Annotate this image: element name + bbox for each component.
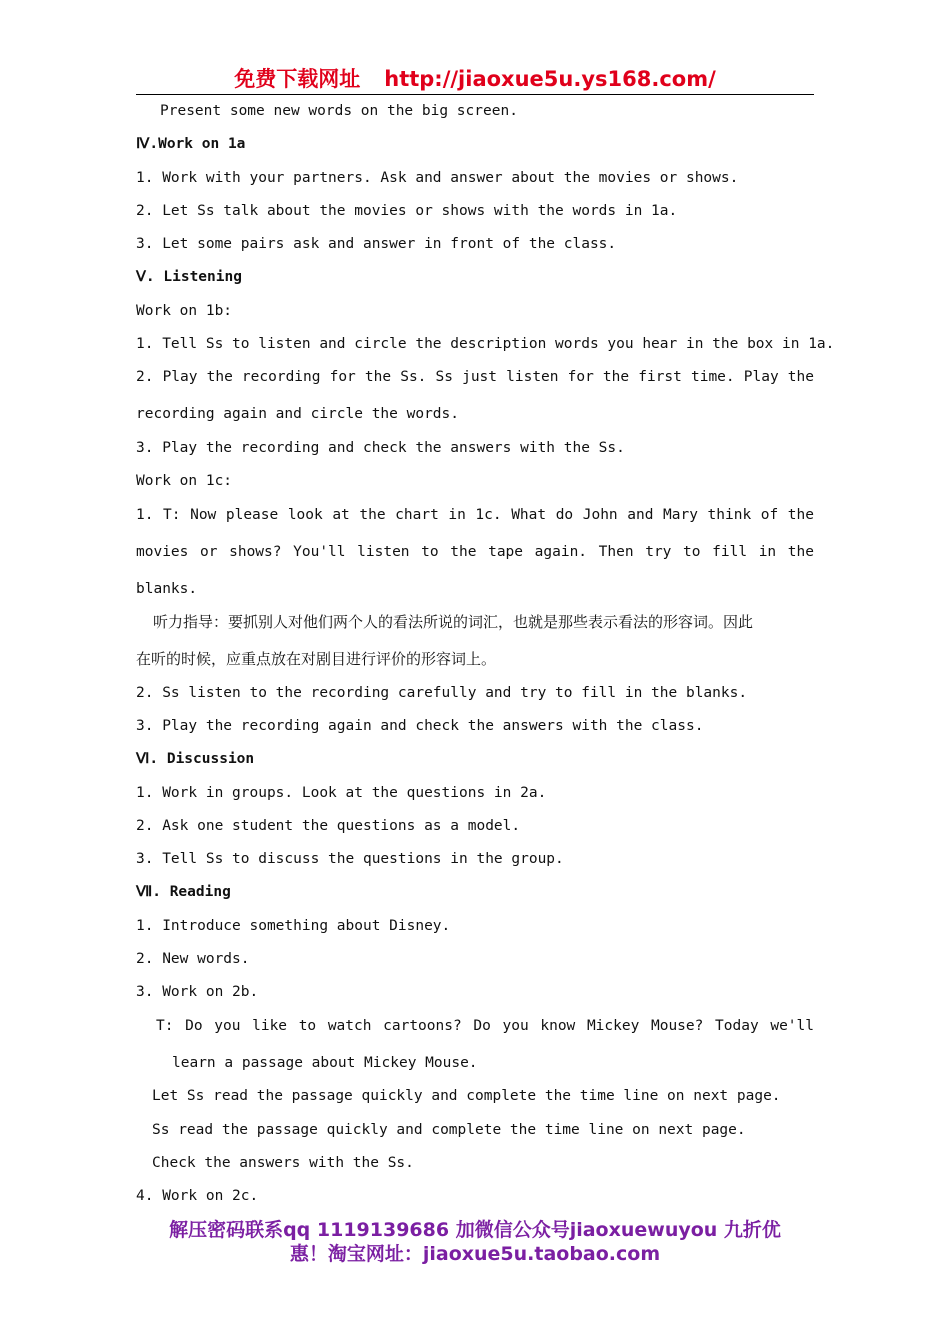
- list-item-continuation: movies or shows? You'll listen to the tape again. Then try to fill in the: [136, 544, 814, 560]
- section-heading-6: Ⅵ. Discussion: [136, 751, 255, 767]
- footer-line-1: 解压密码联系qq 1119139686 加微信公众号jiaoxuewuyou 九折优: [169, 1219, 781, 1241]
- list-item: 1. Introduce something about Disney.: [136, 918, 451, 934]
- list-item: 1. Work with your partners. Ask and answer about the movies or shows.: [136, 170, 739, 186]
- step-line: Let Ss read the passage quickly and complete the time line on next page.: [152, 1088, 781, 1104]
- header-label: 免费下载网址: [234, 67, 361, 91]
- page-header: [136, 64, 814, 95]
- list-item: 3. Let some pairs ask and answer in front of the class.: [136, 236, 617, 252]
- list-item: 3. Play the recording and check the answers with the Ss.: [136, 440, 625, 456]
- step-line: Ss read the passage quickly and complete the time line on next page.: [152, 1122, 746, 1138]
- page-footer: [100, 1218, 850, 1266]
- list-item: 3. Tell Ss to discuss the questions in the group.: [136, 851, 564, 867]
- teacher-prompt-continuation: learn a passage about Mickey Mouse.: [172, 1055, 478, 1071]
- list-item: 4. Work on 2c.: [136, 1188, 259, 1204]
- list-item: 2. Ss listen to the recording carefully and try to fill in the blanks.: [136, 685, 748, 701]
- list-item: 1. Work in groups. Look at the questions in 2a.: [136, 785, 547, 801]
- subheading-1c: Work on 1c:: [136, 473, 233, 489]
- list-item: 3. Work on 2b.: [136, 984, 259, 1000]
- teacher-prompt: T: Do you like to watch cartoons? Do you know Mickey Mouse? Today we'll: [156, 1018, 814, 1034]
- list-item: 1. T: Now please look at the chart in 1c. What do John and Mary think of the: [136, 507, 814, 523]
- listening-tip: 听力指导：要抓别人对他们两个人的看法所说的词汇，也就是那些表示看法的形容词。因此: [153, 613, 754, 631]
- list-item-continuation: recording again and circle the words.: [136, 406, 460, 422]
- footer-line-2[interactable]: 惠！淘宝网址：jiaoxue5u.taobao.com: [289, 1243, 661, 1265]
- header-url-link[interactable]: http://jiaoxue5u.ys168.com/: [384, 67, 716, 91]
- section-heading-4: Ⅳ.Work on 1a: [136, 136, 246, 152]
- intro-line: Present some new words on the big screen.: [160, 103, 518, 119]
- subheading-1b: Work on 1b:: [136, 303, 233, 319]
- list-item: 2. Let Ss talk about the movies or shows with the words in 1a.: [136, 203, 678, 219]
- list-item-continuation: blanks.: [136, 581, 198, 597]
- list-item: 1. Tell Ss to listen and circle the description words you hear in the box in 1a.: [136, 336, 835, 352]
- list-item: 3. Play the recording again and check the answers with the class.: [136, 718, 704, 734]
- section-heading-5: Ⅴ. Listening: [136, 269, 242, 285]
- list-item: 2. Play the recording for the Ss. Ss just listen for the first time. Play the: [136, 369, 814, 385]
- section-heading-7: Ⅶ. Reading: [136, 884, 231, 900]
- listening-tip-continuation: 在听的时候，应重点放在对剧目进行评价的形容词上。: [136, 650, 497, 668]
- list-item: 2. Ask one student the questions as a model.: [136, 818, 521, 834]
- list-item: 2. New words.: [136, 951, 250, 967]
- step-line: Check the answers with the Ss.: [152, 1155, 414, 1171]
